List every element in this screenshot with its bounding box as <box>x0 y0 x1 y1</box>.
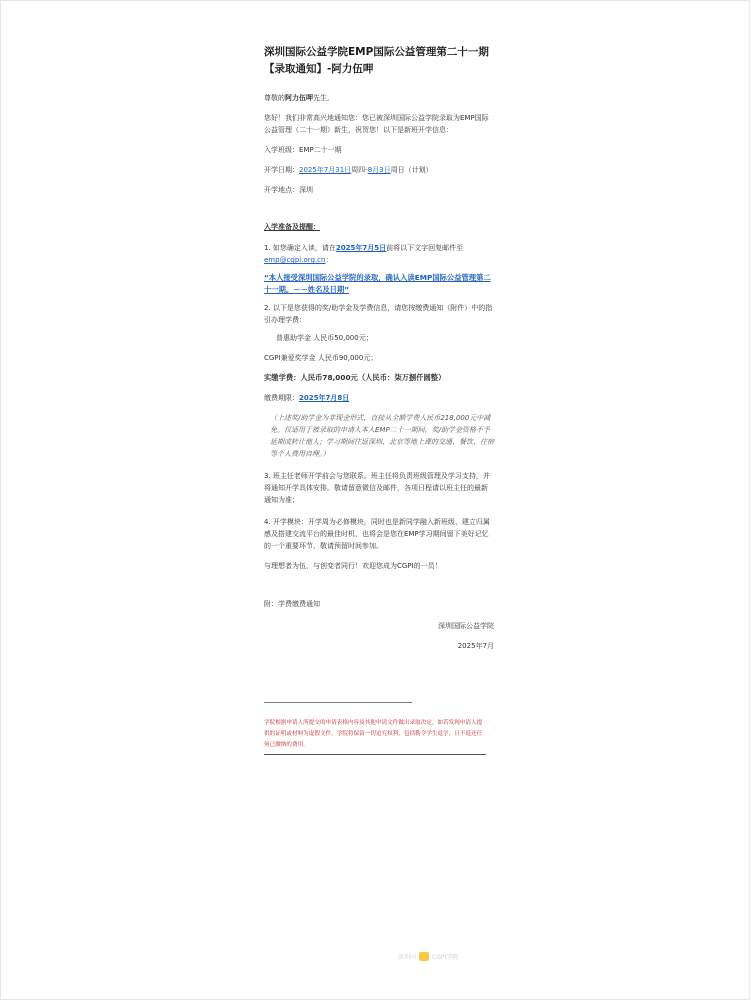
attachment-line: 附：学费缴费通知 <box>264 600 320 608</box>
location-row <box>264 184 494 196</box>
location-label: 开学地点： <box>264 186 299 194</box>
divider-top <box>264 702 412 703</box>
class-row <box>264 144 494 156</box>
item-4: 4. 开学模块：开学周为必修模块，同时也是新同学融入新班级、建立归属感及搭建交流平台的最佳时机，也将会是您在EMP学习期间留下美好记忆的一个重要环节，敬请预留时间参加。 <box>264 518 490 550</box>
location-value: 深圳 <box>299 186 313 194</box>
scholarship-2: CGPI兼爱奖学金 人民币90,000元； <box>264 354 378 362</box>
deadline-row <box>264 392 494 404</box>
end-date-link[interactable]: 8月3日 <box>367 166 391 174</box>
item-3: 3. 班主任老师开学前会与您联系。班主任将负责班级管理及学习支持，并将通知开学具体安排。敬请留意微信及邮件，各项日程请以班主任的最新通知为准； <box>264 472 490 504</box>
reply-deadline-link[interactable]: 2025年7月5日 <box>335 244 387 252</box>
deadline-label: 缴费期限： <box>264 394 299 402</box>
footer-watermark <box>398 950 458 962</box>
scholarship-1: 普惠助学金 人民币50,000元； <box>276 334 373 342</box>
footer-left: 深圳国 <box>398 953 417 961</box>
acceptance-quote: “本人接受深圳国际公益学院的录取，确认入读EMP国际公益管理第二十一期。－－姓名及日期” <box>264 273 491 294</box>
letter-body <box>264 44 494 652</box>
closing-line: 与理想者为伍，与创变者同行！欢迎您成为CGPI的一员！ <box>264 562 442 570</box>
divider-bottom <box>264 754 486 755</box>
signature-date: 2025年7月 <box>457 642 494 650</box>
footer-right: CGPI学院 <box>432 953 459 961</box>
email-link[interactable]: emp@cgpi.org.cn <box>264 256 326 264</box>
recipient-name: 阿力伍呷 <box>285 94 313 102</box>
fee-note: （上述奖/助学金为非现金形式，直接从全额学费人民币218,000元中减免。仅适用于被录取的申请人本人EMP二十一期间，奖/助学金资格不予延期或转让他人；学习期间往返深圳、北京等地上课的交通、餐饮、住宿等个人费用自理。） <box>270 414 494 458</box>
start-date-row <box>264 164 494 176</box>
item1-pre: 1. 如您确定入读，请在 <box>264 244 336 252</box>
class-label: 入学班级： <box>264 146 299 154</box>
start-label: 开学日期： <box>264 166 299 174</box>
disclaimer: 学院根据申请人所提交的申请表格内容及其他申请文件做出录取决定。如若发现申请人提供的证明或材料为虚假文件，学院将保留一切追究权利，包括勒令学生退学，且不退还任何已缴纳的费用。 <box>264 719 483 748</box>
greeting <box>264 92 494 104</box>
item1-colon: ： <box>325 256 333 264</box>
greeting-suffix: 先生, <box>313 94 330 102</box>
item-2: 2. 以下是您获得的奖/助学金及学费信息，请您按缴费通知（附件）中的指引办理学费： <box>264 304 493 324</box>
actual-fee: 实缴学费：人民币78,000元（人民币：柒万捌仟圆整） <box>264 373 446 382</box>
item-1 <box>264 242 494 266</box>
start-end: 周日（计划） <box>390 166 433 174</box>
start-mid: 周四- <box>351 166 368 174</box>
greeting-prefix: 尊敬的 <box>264 94 285 102</box>
signature-org: 深圳国际公益学院 <box>438 622 494 630</box>
app-logo-icon <box>419 952 429 961</box>
start-date-link[interactable]: 2025年7月31日 <box>299 166 352 174</box>
intro-paragraph: 您好！我们非常高兴地通知您：您已被深圳国际公益学院录取为EMP国际公益管理（二十一期）新生，祝贺您！以下是新班开学信息： <box>264 114 489 134</box>
letter-title: 深圳国际公益学院EMP国际公益管理第二十一期【录取通知】-阿力伍呷 <box>264 46 489 75</box>
class-value: EMP二十一期 <box>299 146 342 154</box>
item1-post: 前将以下文字回复邮件至 <box>386 244 464 252</box>
deadline-link[interactable]: 2025年7月8日 <box>299 394 350 402</box>
section-heading: 入学准备及提醒： <box>264 223 320 231</box>
